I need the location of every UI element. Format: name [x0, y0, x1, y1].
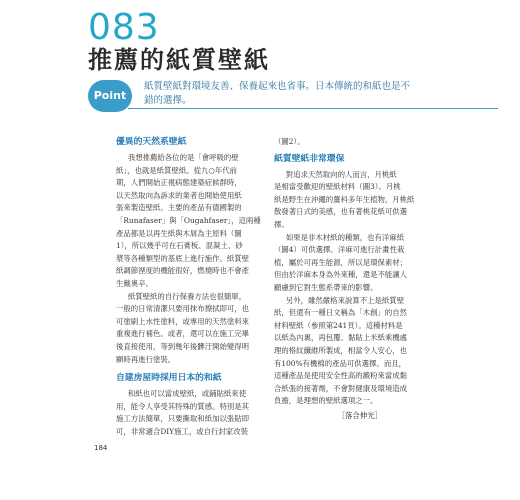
text-line: 用，能令人享受其特殊的質感。特別是其	[116, 401, 250, 411]
text-line: 對追求天然取向的人而言，月桃紙	[285, 169, 397, 179]
text-line: 可，非常適合DIY施工，或自行封家改裝	[116, 426, 248, 436]
text-line: 1），所以幾乎可在石膏板、混凝土、砂	[116, 241, 243, 251]
author-signature: ［落合伸光］	[337, 410, 382, 420]
text-line: 我想推薦給各位的是「會呼吸的壁	[127, 153, 239, 162]
text-line: 可塗刷上水性塗料，或專用的天然塗料來	[116, 316, 250, 326]
point-line-1: 紙質壁紙對環境友善、保養起來也省事。日本傳統的和紙也是不	[144, 81, 411, 92]
text-line: 紙調節溼度的機能很好，燃燒時也不會產	[116, 266, 250, 276]
text-line: 施工方法簡單，只要撕取和紙加以張貼即	[116, 414, 250, 424]
point-divider	[128, 108, 498, 109]
text-line: 另外，雖然嚴格來說算不上是紙質壁	[285, 295, 405, 305]
left-body-1	[116, 152, 261, 366]
point-callout	[88, 80, 418, 120]
text-line: 重複進行補色。或者，還可以在施工完畢	[116, 329, 250, 339]
text-line: 合紙張的接著劑，不會對健康及環境造成	[274, 383, 408, 393]
page-number: 184	[94, 444, 108, 452]
heading-natural-wallpaper: 優異的天然系壁紙	[116, 137, 187, 147]
text-line: 漿等各種類型的基底上進行施作。紙質壁	[116, 253, 250, 263]
page-title: 推薦的紙質壁紙	[88, 46, 270, 74]
text-line: 一般的日常清潔只要用抹布擦拭即可，也	[116, 304, 250, 314]
point-badge: Point	[88, 80, 132, 112]
text-line: 是相當受歡迎的壁紙材料（圖3）。月桃	[274, 182, 401, 192]
text-line: 擇。	[274, 219, 289, 229]
text-line: 後直接使用，等到幾年後髒汙開始變得明	[116, 341, 250, 351]
right-body-0	[274, 136, 406, 149]
text-line: 「Runafaser」與「Ougahfaser」，這兩種	[116, 215, 261, 225]
text-line: 張來製造壁紙。主要的產品有德國製的	[116, 203, 242, 213]
text-line: 散發著日式的美感，也有著桃花紙可供選	[274, 207, 408, 217]
left-column	[116, 136, 261, 438]
text-line: 這種產品是使用安全性高的澱粉來當成黏	[274, 371, 408, 381]
right-column	[274, 136, 415, 422]
heading-japanese-washi: 自建房屋時採用日本的和紙	[116, 373, 222, 384]
text-line: （圖4）可供選擇。洋麻可進行計畫性栽	[274, 245, 405, 255]
left-body-2	[116, 388, 261, 438]
text-line: 負擔，是理想的壁紙選項之一。	[274, 396, 378, 406]
section-number: 083	[88, 7, 160, 48]
heading-eco-wallpaper: 紙質壁紙非常環保	[274, 153, 345, 164]
text-line: 紙是野生在沖繩的薑科多年生植物，月桃紙	[274, 194, 415, 204]
point-text	[144, 80, 444, 108]
text-line: 顧慮到它對生態系帶來的影響。	[274, 282, 378, 292]
text-line: 紙」，也就是紙質壁紙。從九○年代前	[116, 165, 238, 175]
text-line: 紙質壁紙的自行保養方法也很簡單，	[127, 291, 247, 301]
text-line: （圖2）。	[274, 137, 305, 146]
text-line: 但由於洋麻本身為外來種，還是不能讓人	[274, 270, 408, 280]
text-line: 材料壁紙（參照第241頁）。這種材料是	[274, 320, 403, 330]
text-line: 以天然取向為訴求的業者也開始使用紙	[116, 190, 242, 200]
text-line: 紙，但還有一種日文稱為「木創」的自然	[274, 308, 408, 318]
text-line: 以紙為內裏，再包覆、黏貼上米紙乘機處	[274, 333, 408, 343]
text-line: 和紙也可以當成壁紙，或鋪貼紙來使	[127, 389, 247, 399]
text-line: 產品都是以再生紙與木屑為主原料（圖	[116, 228, 242, 238]
point-line-2: 錯的選擇。	[144, 95, 192, 106]
text-line: 生戴奧辛。	[116, 278, 153, 288]
text-line: 期，人們開始正視病態建築症候群時，	[116, 178, 242, 188]
text-line: 顯時再進行塗裝。	[116, 354, 176, 364]
text-line: 植，屬於可再生能源，所以是環保素材；	[274, 257, 408, 267]
text-line: 如果是非木材紙的種類，也有洋麻紙	[285, 232, 405, 242]
text-line: 有100%有機棉的產品可供選擇。而且，	[274, 358, 406, 368]
right-body-1	[274, 169, 415, 408]
text-line: 理的格紋纖維所製成，相當令人安心，也	[274, 345, 408, 355]
